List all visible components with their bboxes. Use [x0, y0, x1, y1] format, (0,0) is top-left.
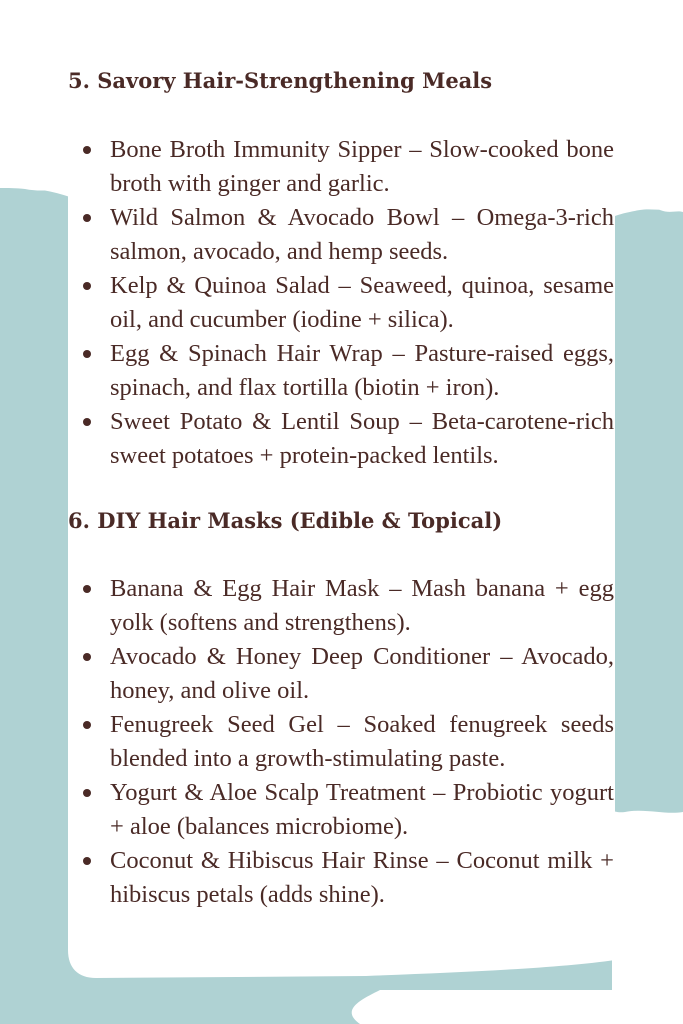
list-item: [110, 640, 614, 708]
bullet-icon: [83, 721, 91, 729]
list-item-text: Kelp & Quinoa Salad – Seaweed, quinoa, sesame oil, and cucumber (iodine + silica).: [110, 272, 614, 333]
list-item: [110, 201, 614, 269]
list-item-text: Sweet Potato & Lentil Soup – Beta-carotene-rich sweet potatoes + protein-packed lentils.: [110, 408, 614, 469]
section-title-diy-hair-masks: 6. DIY Hair Masks (Edible & Topical): [68, 508, 503, 533]
bullet-icon: [83, 418, 91, 426]
savory-meals-list: [110, 133, 614, 473]
bullet-icon: [83, 789, 91, 797]
bullet-icon: [83, 350, 91, 358]
bullet-icon: [83, 214, 91, 222]
list-item-text: Bone Broth Immunity Sipper – Slow-cooked bone broth with ginger and garlic.: [110, 136, 614, 197]
bullet-icon: [83, 857, 91, 865]
list-item: [110, 844, 614, 912]
list-item-text: Coconut & Hibiscus Hair Rinse – Coconut milk + hibiscus petals (adds shine).: [110, 847, 614, 908]
list-item: [110, 133, 614, 201]
list-item-text: Wild Salmon & Avocado Bowl – Omega-3-rich salmon, avocado, and hemp seeds.: [110, 204, 614, 265]
list-item-text: Yogurt & Aloe Scalp Treatment – Probiotic yogurt + aloe (balances microbiome).: [110, 779, 614, 840]
list-item-text: Banana & Egg Hair Mask – Mash banana + egg yolk (softens and strengthens).: [110, 575, 614, 636]
bullet-icon: [83, 653, 91, 661]
list-item: [110, 572, 614, 640]
diy-hair-masks-list: [110, 572, 614, 912]
bullet-icon: [83, 282, 91, 290]
list-item-text: Avocado & Honey Deep Conditioner – Avocado, honey, and olive oil.: [110, 643, 614, 704]
bullet-icon: [83, 146, 91, 154]
list-item-text: Egg & Spinach Hair Wrap – Pasture-raised eggs, spinach, and flax tortilla (biotin + iron).: [110, 340, 614, 401]
list-item-text: Fenugreek Seed Gel – Soaked fenugreek seeds blended into a growth-stimulating paste.: [110, 711, 614, 772]
list-item: [110, 708, 614, 776]
bullet-icon: [83, 585, 91, 593]
list-item: [110, 269, 614, 337]
list-item: [110, 776, 614, 844]
list-item: [110, 405, 614, 473]
section-title-savory-meals: 5. Savory Hair-Strengthening Meals: [68, 68, 493, 93]
list-item: [110, 337, 614, 405]
